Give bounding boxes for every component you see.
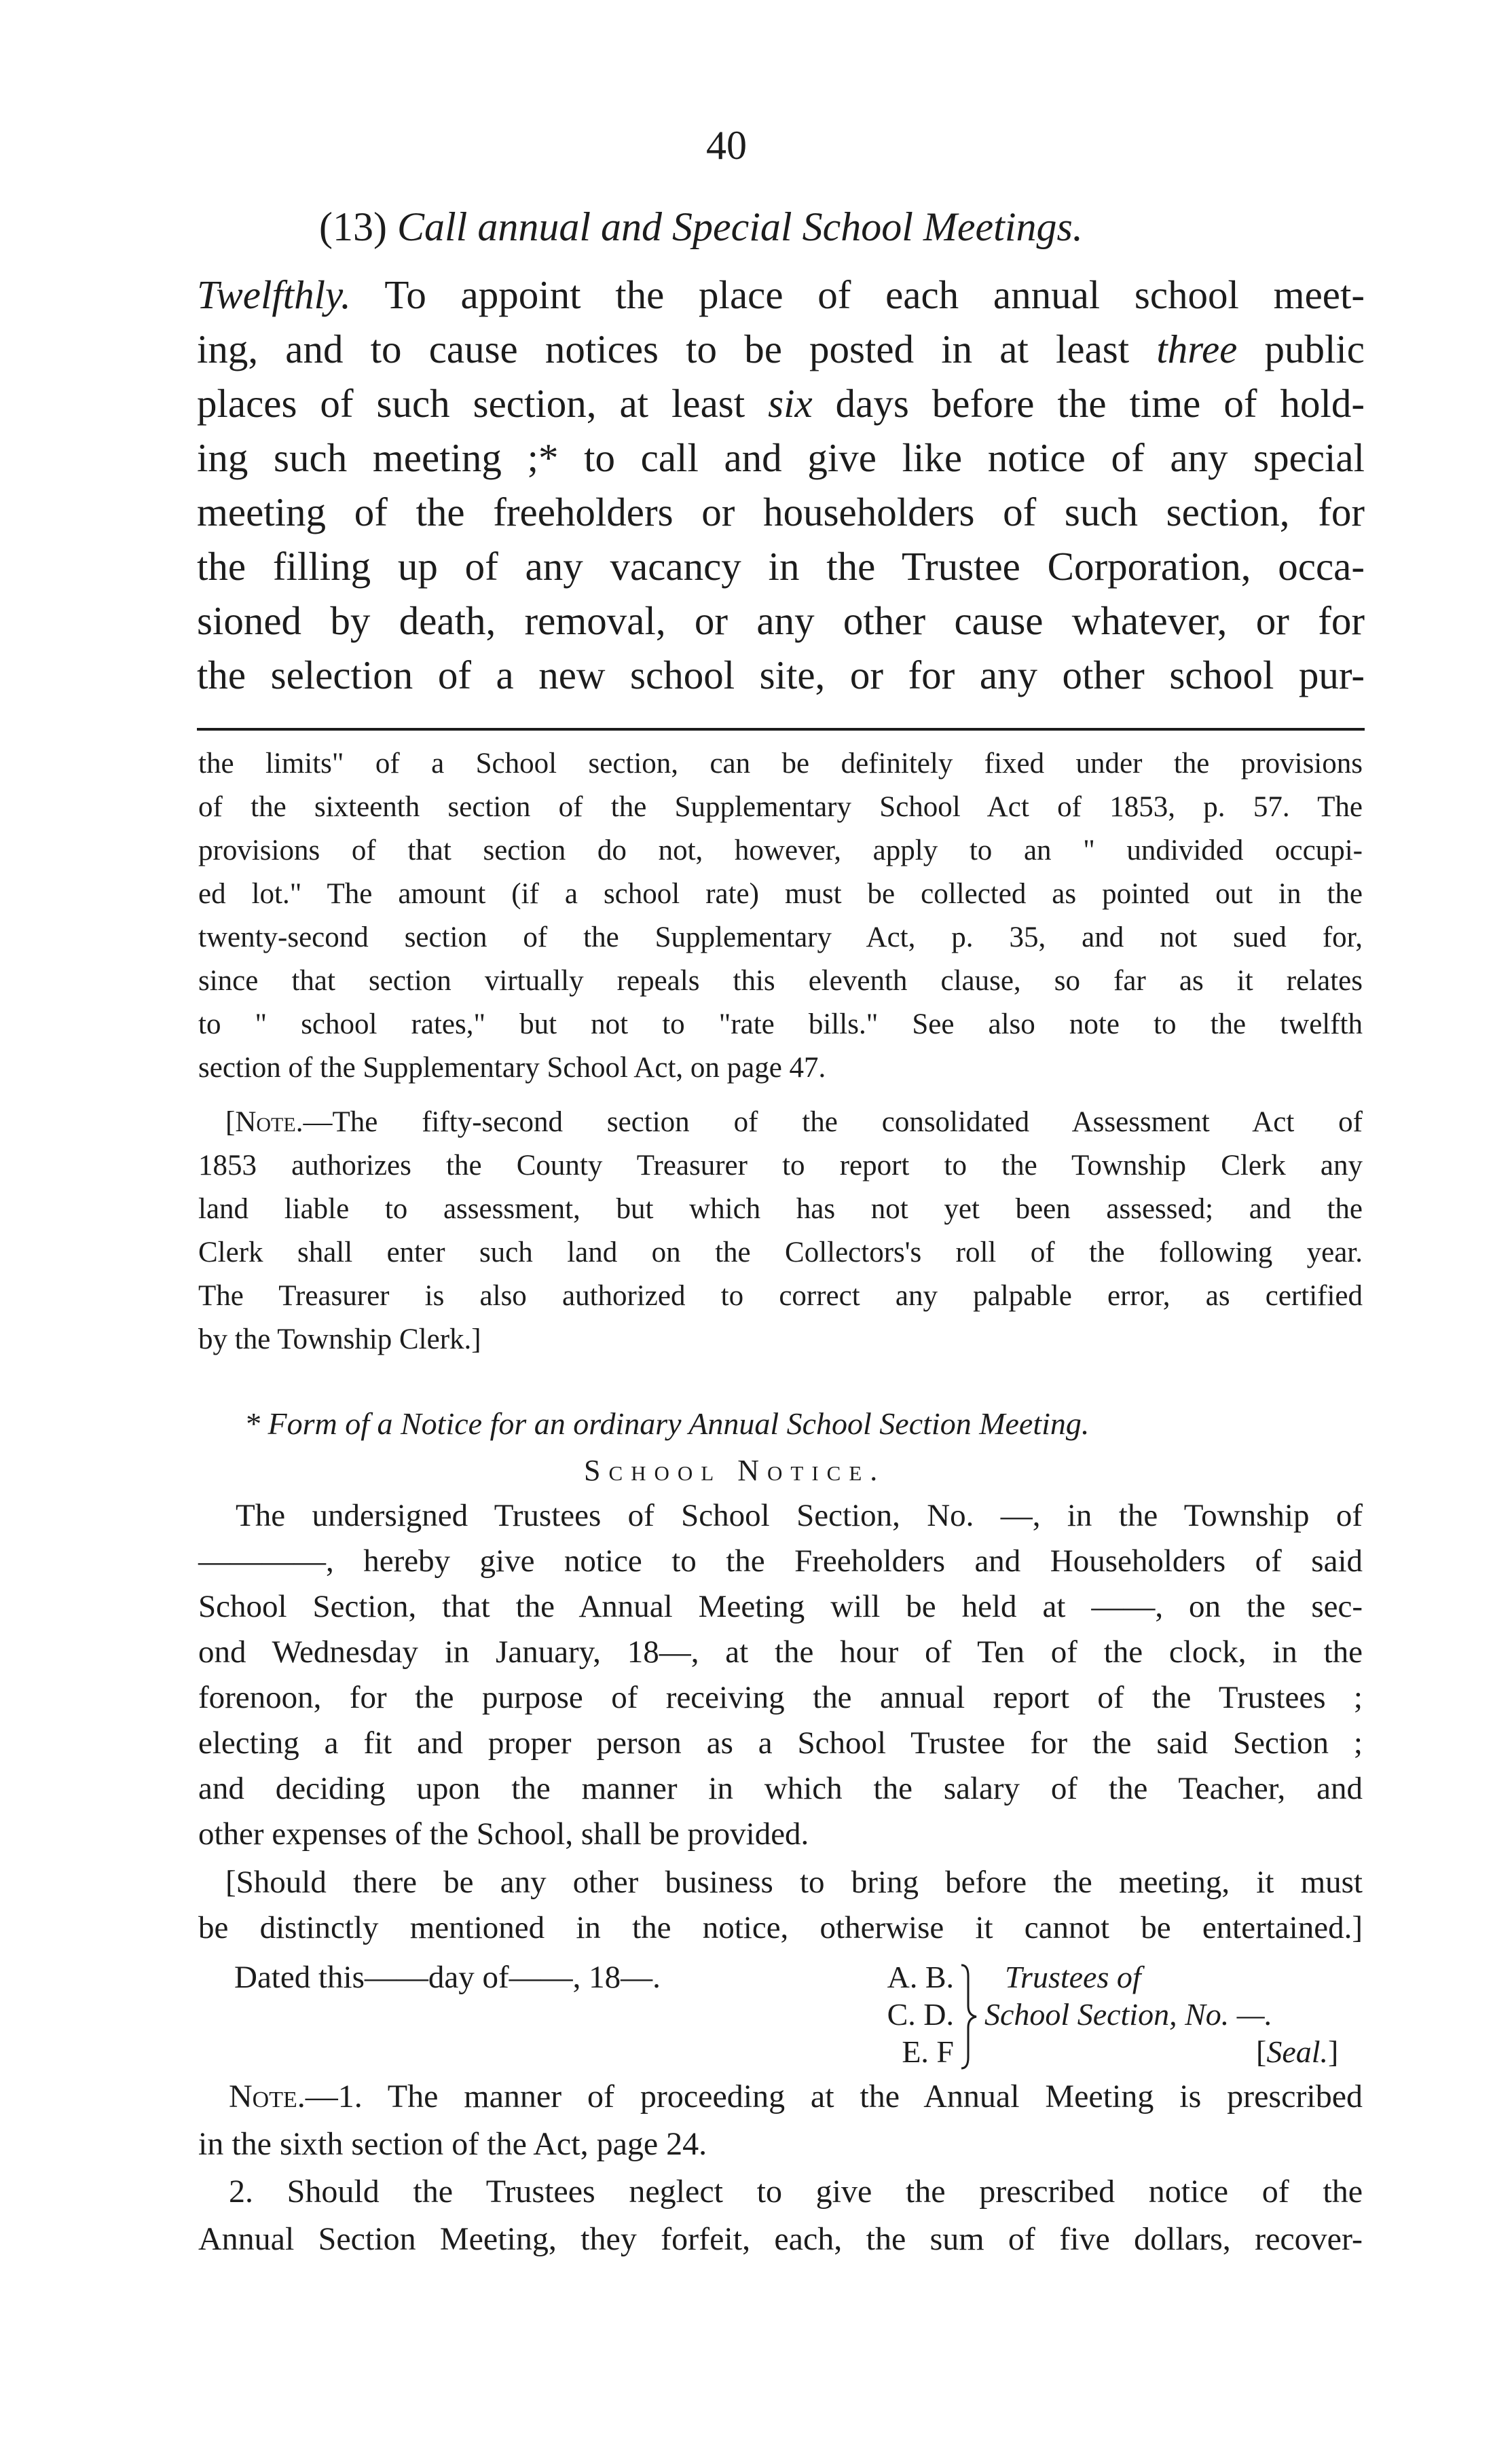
footnote-line: ed lot." The amount (if a school rate) must be collected as pointed out in the	[198, 878, 1363, 910]
notes-label: Note.	[229, 2078, 306, 2114]
notice-line: and deciding upon the manner in which the salary of the Teacher, and	[198, 1771, 1363, 1806]
note-line: by the Township Clerk.]	[198, 1323, 481, 1355]
business-note	[198, 1864, 1363, 1959]
trustees-label: Trustees of	[1005, 1960, 1141, 1994]
note-line: The Treasurer is also authorized to correct any palpable error, as certified	[198, 1280, 1363, 1312]
footnote-continuation	[198, 747, 1363, 1100]
footnote-line: provisions of that section do not, however, apply to an " undivided occupi-	[198, 835, 1363, 866]
section-heading	[319, 204, 1338, 251]
main-line-4: ing such meeting ;* to call and give like notice of any special	[197, 435, 1365, 480]
main-line-8: the selection of a new school site, or for any other school pur-	[197, 653, 1365, 697]
footnote-line: twenty-second section of the Supplementary Act, p. 35, and not sued for,	[198, 921, 1363, 953]
main-line-2: ing, and to cause notices to be posted in at least three public	[197, 327, 1365, 371]
main-line-6: the filling up of any vacancy in the Trustee Corporation, occa-	[197, 544, 1365, 589]
seal-mark: [Seal.]	[1256, 2034, 1339, 2069]
footnote-line: to " school rates," but not to "rate bills." See also note to the twelfth	[198, 1008, 1363, 1040]
main-line-7: sioned by death, removal, or any other cause whatever, or for	[197, 598, 1365, 643]
notice-heading: School Notice.	[584, 1454, 886, 1487]
business-line: be distinctly mentioned in the notice, otherwise it cannot be entertained.]	[198, 1910, 1363, 1945]
notes-line: Annual Section Meeting, they forfeit, each, the sum of five dollars, recover-	[198, 2221, 1363, 2257]
notice-line: electing a fit and proper person as a School Trustee for the said Section ;	[198, 1725, 1363, 1761]
footnote-divider	[197, 728, 1365, 731]
main-line-1: Twelfthly. To appoint the place of each annual school meet-	[197, 272, 1365, 317]
footnote-line: the limits" of a School section, can be definitely fixed under the provisions	[198, 748, 1363, 780]
school-notice-body	[198, 1497, 1363, 1857]
page-number: 40	[706, 123, 747, 168]
signer: E. F	[902, 2034, 954, 2069]
note-line: Clerk shall enter such land on the Collectors's roll of the following year.	[198, 1237, 1363, 1268]
meeting-notes	[198, 2078, 1363, 2282]
main-paragraph	[197, 272, 1365, 713]
note-label: [Note.	[225, 1106, 303, 1138]
notes-line: 2. Should the Trustees neglect to give the prescribed notice of the	[229, 2174, 1363, 2210]
footnote-line: since that section virtually repeals this eleventh clause, so far as it relates	[198, 965, 1363, 997]
notice-line: ond Wednesday in January, 18—, at the hour of Ten of the clock, in the	[198, 1634, 1363, 1670]
dated-line: Dated this——day of——, 18—.	[234, 1960, 661, 1995]
notes-line: Note.—1. The manner of proceeding at the Annual Meeting is prescribed	[229, 2078, 1363, 2114]
footnote-line: section of the Supplementary School Act, on page 47.	[198, 1052, 826, 1084]
section-number: (13)	[319, 204, 387, 249]
note-line: 1853 authorizes the County Treasurer to report to the Township Clerk any	[198, 1150, 1363, 1182]
notice-line: School Section, that the Annual Meeting will be held at ——, on the sec-	[198, 1589, 1363, 1624]
main-line-3: places of such section, at least six days before the time of hold-	[197, 381, 1365, 426]
notice-line: The undersigned Trustees of School Section, No. —, in the Township of	[236, 1498, 1363, 1533]
signers	[832, 1959, 954, 2071]
signer: C. D.	[887, 1997, 954, 2032]
footnote-line: of the sixteenth section of the Supplementary School Act of 1853, p. 57. The	[198, 791, 1363, 823]
business-line: [Should there be any other business to bring before the meeting, it must	[225, 1865, 1363, 1900]
assessment-note	[198, 1105, 1363, 1404]
note-line: land liable to assessment, but which has not yet been assessed; and the	[198, 1193, 1363, 1225]
section-title: Call annual and Special School Meetings.	[397, 204, 1083, 249]
brace-icon	[959, 1962, 979, 2071]
school-section-label: School Section, No. —.	[984, 1997, 1273, 2032]
notes-line: in the sixth section of the Act, page 24.	[198, 2126, 707, 2162]
lead-word: Twelfthly.	[197, 272, 351, 317]
notice-line: forenoon, for the purpose of receiving the annual report of the Trustees ;	[198, 1680, 1363, 1715]
form-title: * Form of a Notice for an ordinary Annual School Section Meeting.	[244, 1406, 1090, 1441]
notice-line: other expenses of the School, shall be provided.	[198, 1816, 809, 1852]
note-line: [Note.—The fifty-second section of the consolidated Assessment Act of	[225, 1106, 1363, 1138]
main-line-5: meeting of the freeholders or householders of such section, for	[197, 490, 1365, 534]
signer: A. B.	[887, 1960, 954, 1994]
notice-line: ————, hereby give notice to the Freeholders and Householders of said	[198, 1543, 1363, 1579]
